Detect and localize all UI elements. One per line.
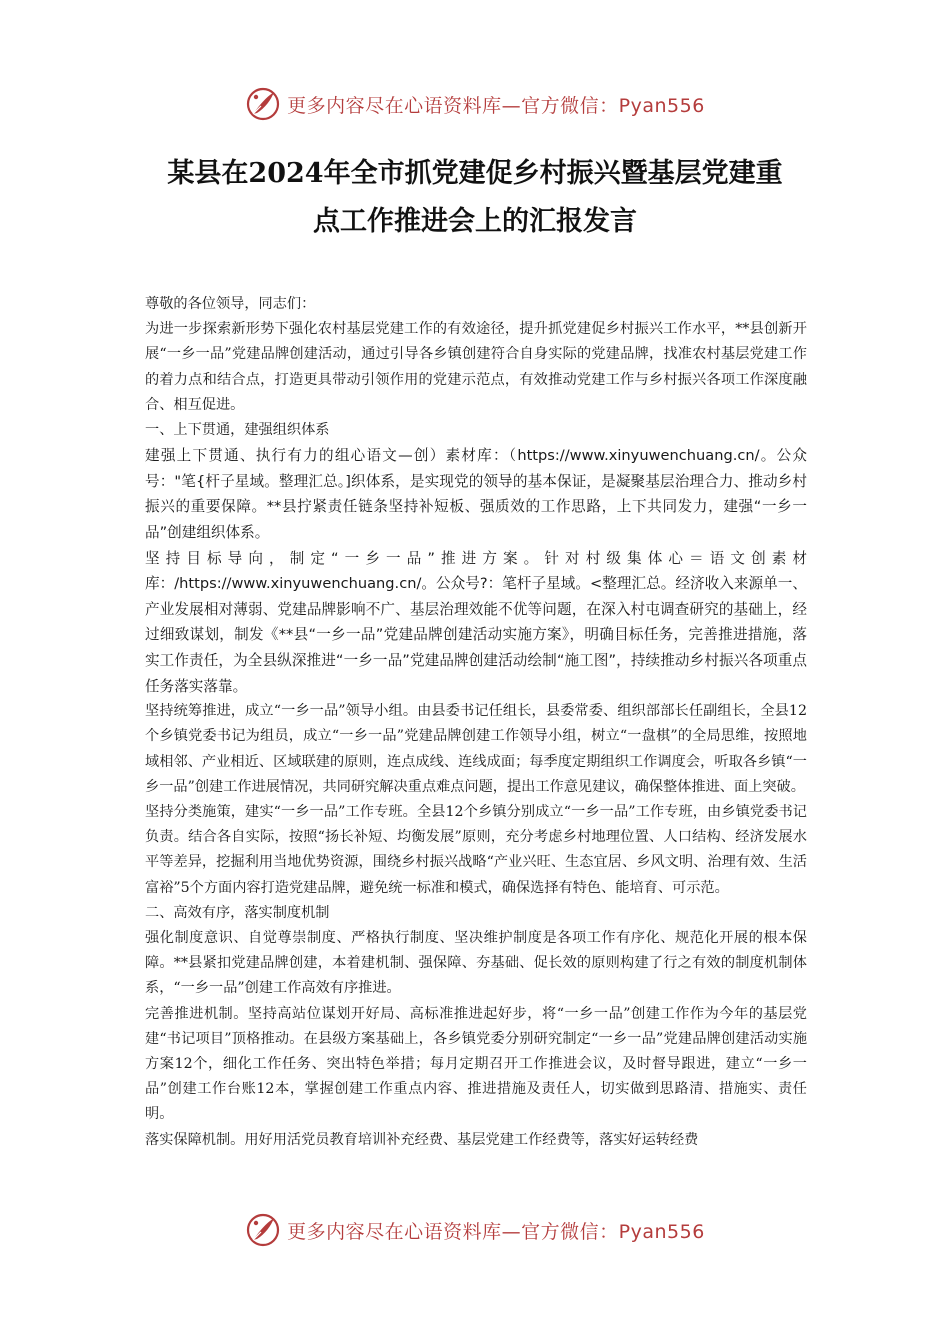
watermark-text: 更多内容尽在心语资料库—官方微信：Pyan556	[287, 1220, 705, 1243]
paragraph-goal-orientation: 坚持目标导向，制定“一乡一品”推进方案。针对村级集体心＝语文创素材库：/https://www.xinyuwenchuang.cn/。公众号?：笔杆子星域。<整理汇总。经济收入来源单一、产业发展相对薄弱、党建品牌影响不广、基层治理效能不优等问题，在深入村屯调查研究的基础上，经过细致谋划，制发《**县“一乡一品”党建品牌创建活动实施方案》，明确目标任务，完善推进措施，落实工作责任，为全县纵深推进“一乡一品”党建品牌创建活动绘制“施工图”，持续推动乡村振兴各项重点任务落实落靠。	[145, 549, 807, 695]
paragraph-promotion-mechanism: 完善推进机制。坚持高站位谋划开好局、高标准推进起好步，将“一乡一品”创建工作作为今年的基层党建“书记项目”顶格推动。在县级方案基础上，各乡镇党委分别研究制定“一乡一品”党建品牌创建活动实施方案12个，细化工作任务、突出特色举措；每月定期召开工作推进会议，及时督导跟进，建立“一乡一品”创建工作台账12本，掌握创建工作重点内容、推进措施及责任人，切实做到思路清、措施实、责任明。	[145, 1005, 808, 1123]
paragraph-organization-system: 建强上下贯通、执行有力的组心语文—创）素材库：（https://www.xinyuwenchuang.cn/。公众号："笔{杆子星域。整理汇总。]织体系，是实现党的领导的基本保证，是凝聚基层治理合力、推动乡村振兴的重要保障。**县拧紧责任链条坚持补短板、强质效的工作思路，上下共同发力，建强“一乡一品”创建组织体系。	[145, 447, 807, 541]
paragraph-guarantee-mechanism: 落实保障机制。用好用活党员教育培训补充经费、基层党建工作经费等，落实好运转经费	[145, 1131, 699, 1148]
title-line-2: 点工作推进会上的汇报发言	[313, 206, 637, 237]
document-title	[120, 150, 830, 246]
title-line-1: 某县在2024年全市抓党建促乡村振兴暨基层党建重	[167, 158, 783, 189]
paragraph-institutional-awareness: 强化制度意识、自觉尊崇制度、严格执行制度、坚决维护制度是各项工作有序化、规范化开展的根本保障。**县紧扣党建品牌创建，本着建机制、强保障、夯基础、促长效的原则构建了行之有效的制度机制体系，“一乡一品”创建工作高效有序推进。	[145, 929, 807, 997]
section-heading-2: 二、高效有序，落实制度机制	[145, 904, 330, 921]
quill-pen-logo-icon	[245, 86, 281, 122]
document-body	[145, 292, 807, 1153]
quill-pen-logo-icon	[245, 1212, 281, 1248]
watermark-banner-bottom	[0, 1210, 950, 1250]
watermark-text: 更多内容尽在心语资料库—官方微信：Pyan556	[287, 94, 705, 117]
section-heading-1: 一、上下贯通，建强组织体系	[145, 422, 330, 439]
paragraph-classified-measures: 坚持分类施策，建实“一乡一品”工作专班。全县12个乡镇分别成立“一乡一品”工作专班，由乡镇党委书记负责。结合各自实际，按照“扬长补短、均衡发展”原则，充分考虑乡村地理位置、人口结构、经济发展水平等差异，挖掘利用当地优势资源，围绕乡村振兴战略“产业兴旺、生态宜居、乡风文明、治理有效、生活富裕”5个方面内容打造党建品牌，避免统一标准和模式，确保选择有特色、能培育、可示范。	[145, 803, 807, 896]
watermark-banner-top	[0, 84, 950, 124]
paragraph-overall-planning: 坚持统筹推进，成立“一乡一品”领导小组。由县委书记任组长，县委常委、组织部部长任副组长，全县12个乡镇党委书记为组员，成立“一乡一品”党建品牌创建工作领导小组，树立“一盘棋”的全局思维，按照地域相邻、产业相近、区域联建的原则，连点成线、连线成面；每季度定期组织工作调度会，听取各乡镇“一乡一品”创建工作进展情况，共同研究解决重点难点问题，提出工作意见建议，确保整体推进、面上突破。	[145, 703, 807, 795]
salutation: 尊敬的各位领导，同志们：	[145, 296, 316, 312]
intro-paragraph: 为进一步探索新形势下强化农村基层党建工作的有效途径，提升抓党建促乡村振兴工作水平，**县创新开展“一乡一品”党建品牌创建活动，通过引导各乡镇创建符合自身实际的党建品牌，找准农村基层党建工作的着力点和结合点，打造更具带动引领作用的党建示范点，有效推动党建工作与乡村振兴各项工作深度融合、相互促进。	[145, 321, 807, 413]
